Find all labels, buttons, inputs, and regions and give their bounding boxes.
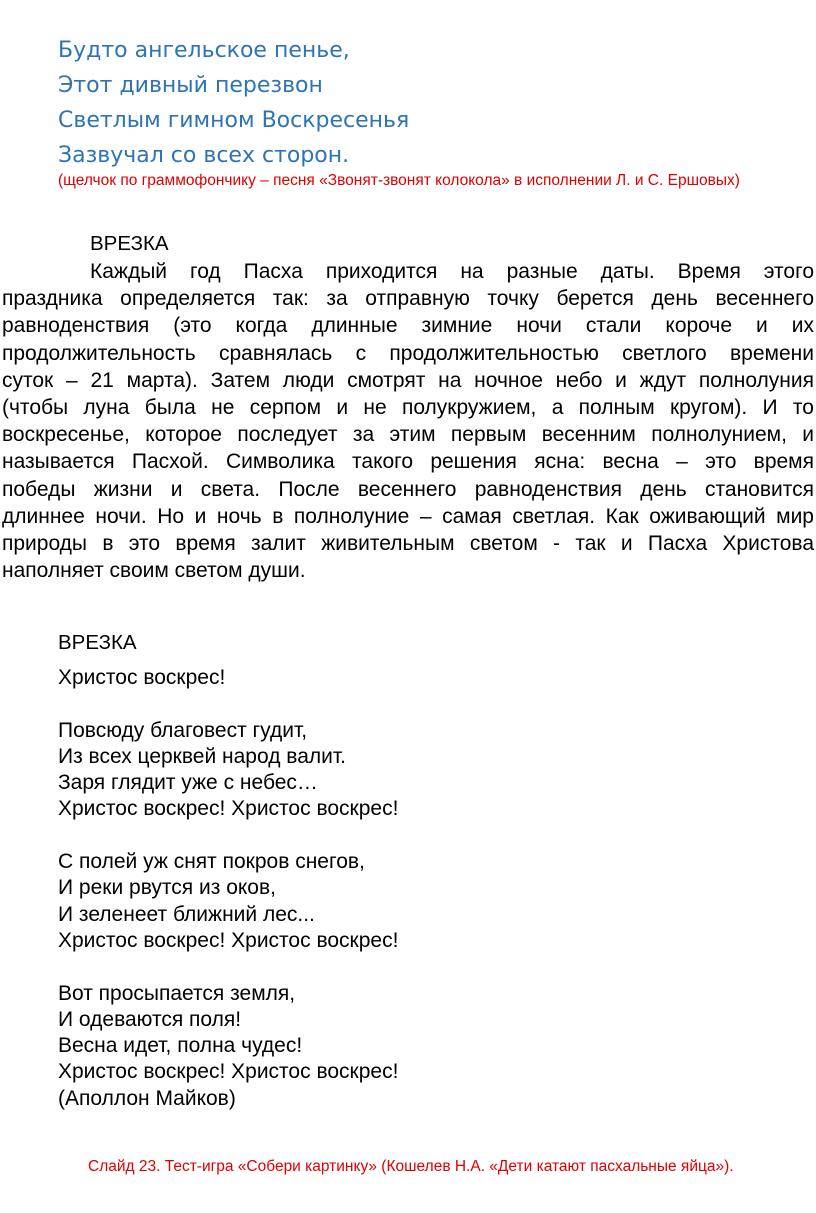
poem-line: Вот просыпается земля, [58, 981, 296, 1005]
stanza-spacer [58, 954, 398, 980]
paragraph-line: продолжительность сравнялась с продолжительностью светлого времени [2, 341, 814, 365]
paragraph-line: равноденствия (это когда длинные зимние ночи стали короче и их [2, 314, 814, 338]
poem-line: Христос воскрес! Христос воскрес! [58, 1060, 399, 1084]
verse-line: Будто ангельское пенье, [58, 38, 350, 63]
poem-line: Христос воскрес! Христос воскрес! [58, 928, 399, 952]
poem-line: Повсюду благовест гудит, [58, 718, 308, 742]
paragraph-line: природы в это время залит живительным светом - так и Пасха Христова [2, 531, 814, 555]
paragraph-line: суток – 21 марта). Затем люди смотрят на ночное небо и ждут полнолуния [2, 368, 814, 392]
poem-line: Христос воскрес! Христос воскрес! [58, 797, 399, 821]
poem [58, 665, 398, 1112]
paragraph-line: праздника определяется так: за отправную точку берется день весеннего [2, 287, 814, 311]
slide-note: Слайд 23. Тест-игра «Собери картинку» (Кошелев Н.А. «Дети катают пасхальные яйца»). [88, 1158, 734, 1175]
poem-line: И одеваются поля! [58, 1007, 242, 1031]
poem-line: И реки рвутся из оков, [58, 876, 276, 900]
song-cue-note: (щелчок по граммофончику – песня «Звонят-звонят колокола» в исполнении Л. и С. Ершовых) [58, 172, 740, 189]
paragraph-line: называется Пасхой. Символика такого решения ясна: весна – это время [2, 450, 814, 474]
paragraph-line: длиннее ночи. Но и ночь в полнолуние – самая светлая. Как оживающий мир [2, 504, 814, 528]
paragraph-line: победы жизни и света. После весеннего равноденствия день становится [2, 477, 814, 501]
verse-line: Зазвучал со всех сторон. [58, 143, 350, 168]
insert-heading-2: ВРЕЗКА [58, 631, 137, 654]
verse-line: Этот дивный перезвон [58, 73, 323, 98]
paragraph-line: (чтобы луна была не серпом и не полукружием, а полным кругом). И то [2, 395, 814, 419]
intro-verse [58, 33, 409, 173]
verse-line: Светлым гимном Воскресенья [58, 108, 410, 133]
poem-author: (Аполлон Майков) [58, 1086, 236, 1110]
paragraph-line: воскресенье, которое последует за этим первым весенним полнолунием, и [2, 423, 814, 447]
stanza-spacer [58, 823, 398, 849]
poem-line: Заря глядит уже с небес… [58, 771, 318, 795]
poem-line: Весна идет, полна чудес! [58, 1034, 303, 1058]
paragraph-line: Каждый год Пасха приходится на разные даты. Время этого [90, 260, 814, 283]
easter-date-paragraph [2, 258, 814, 588]
insert-heading-1: ВРЕЗКА [90, 232, 169, 255]
poem-title: Христос воскрес! [58, 666, 226, 689]
stanza-spacer [58, 691, 398, 717]
paragraph-line: наполняет своим светом души. [2, 559, 306, 583]
poem-line: И зеленеет ближний лес... [58, 902, 315, 926]
poem-line: С полей уж снят покров снегов, [58, 850, 365, 874]
poem-line: Из всех церквей народ валит. [58, 744, 347, 768]
